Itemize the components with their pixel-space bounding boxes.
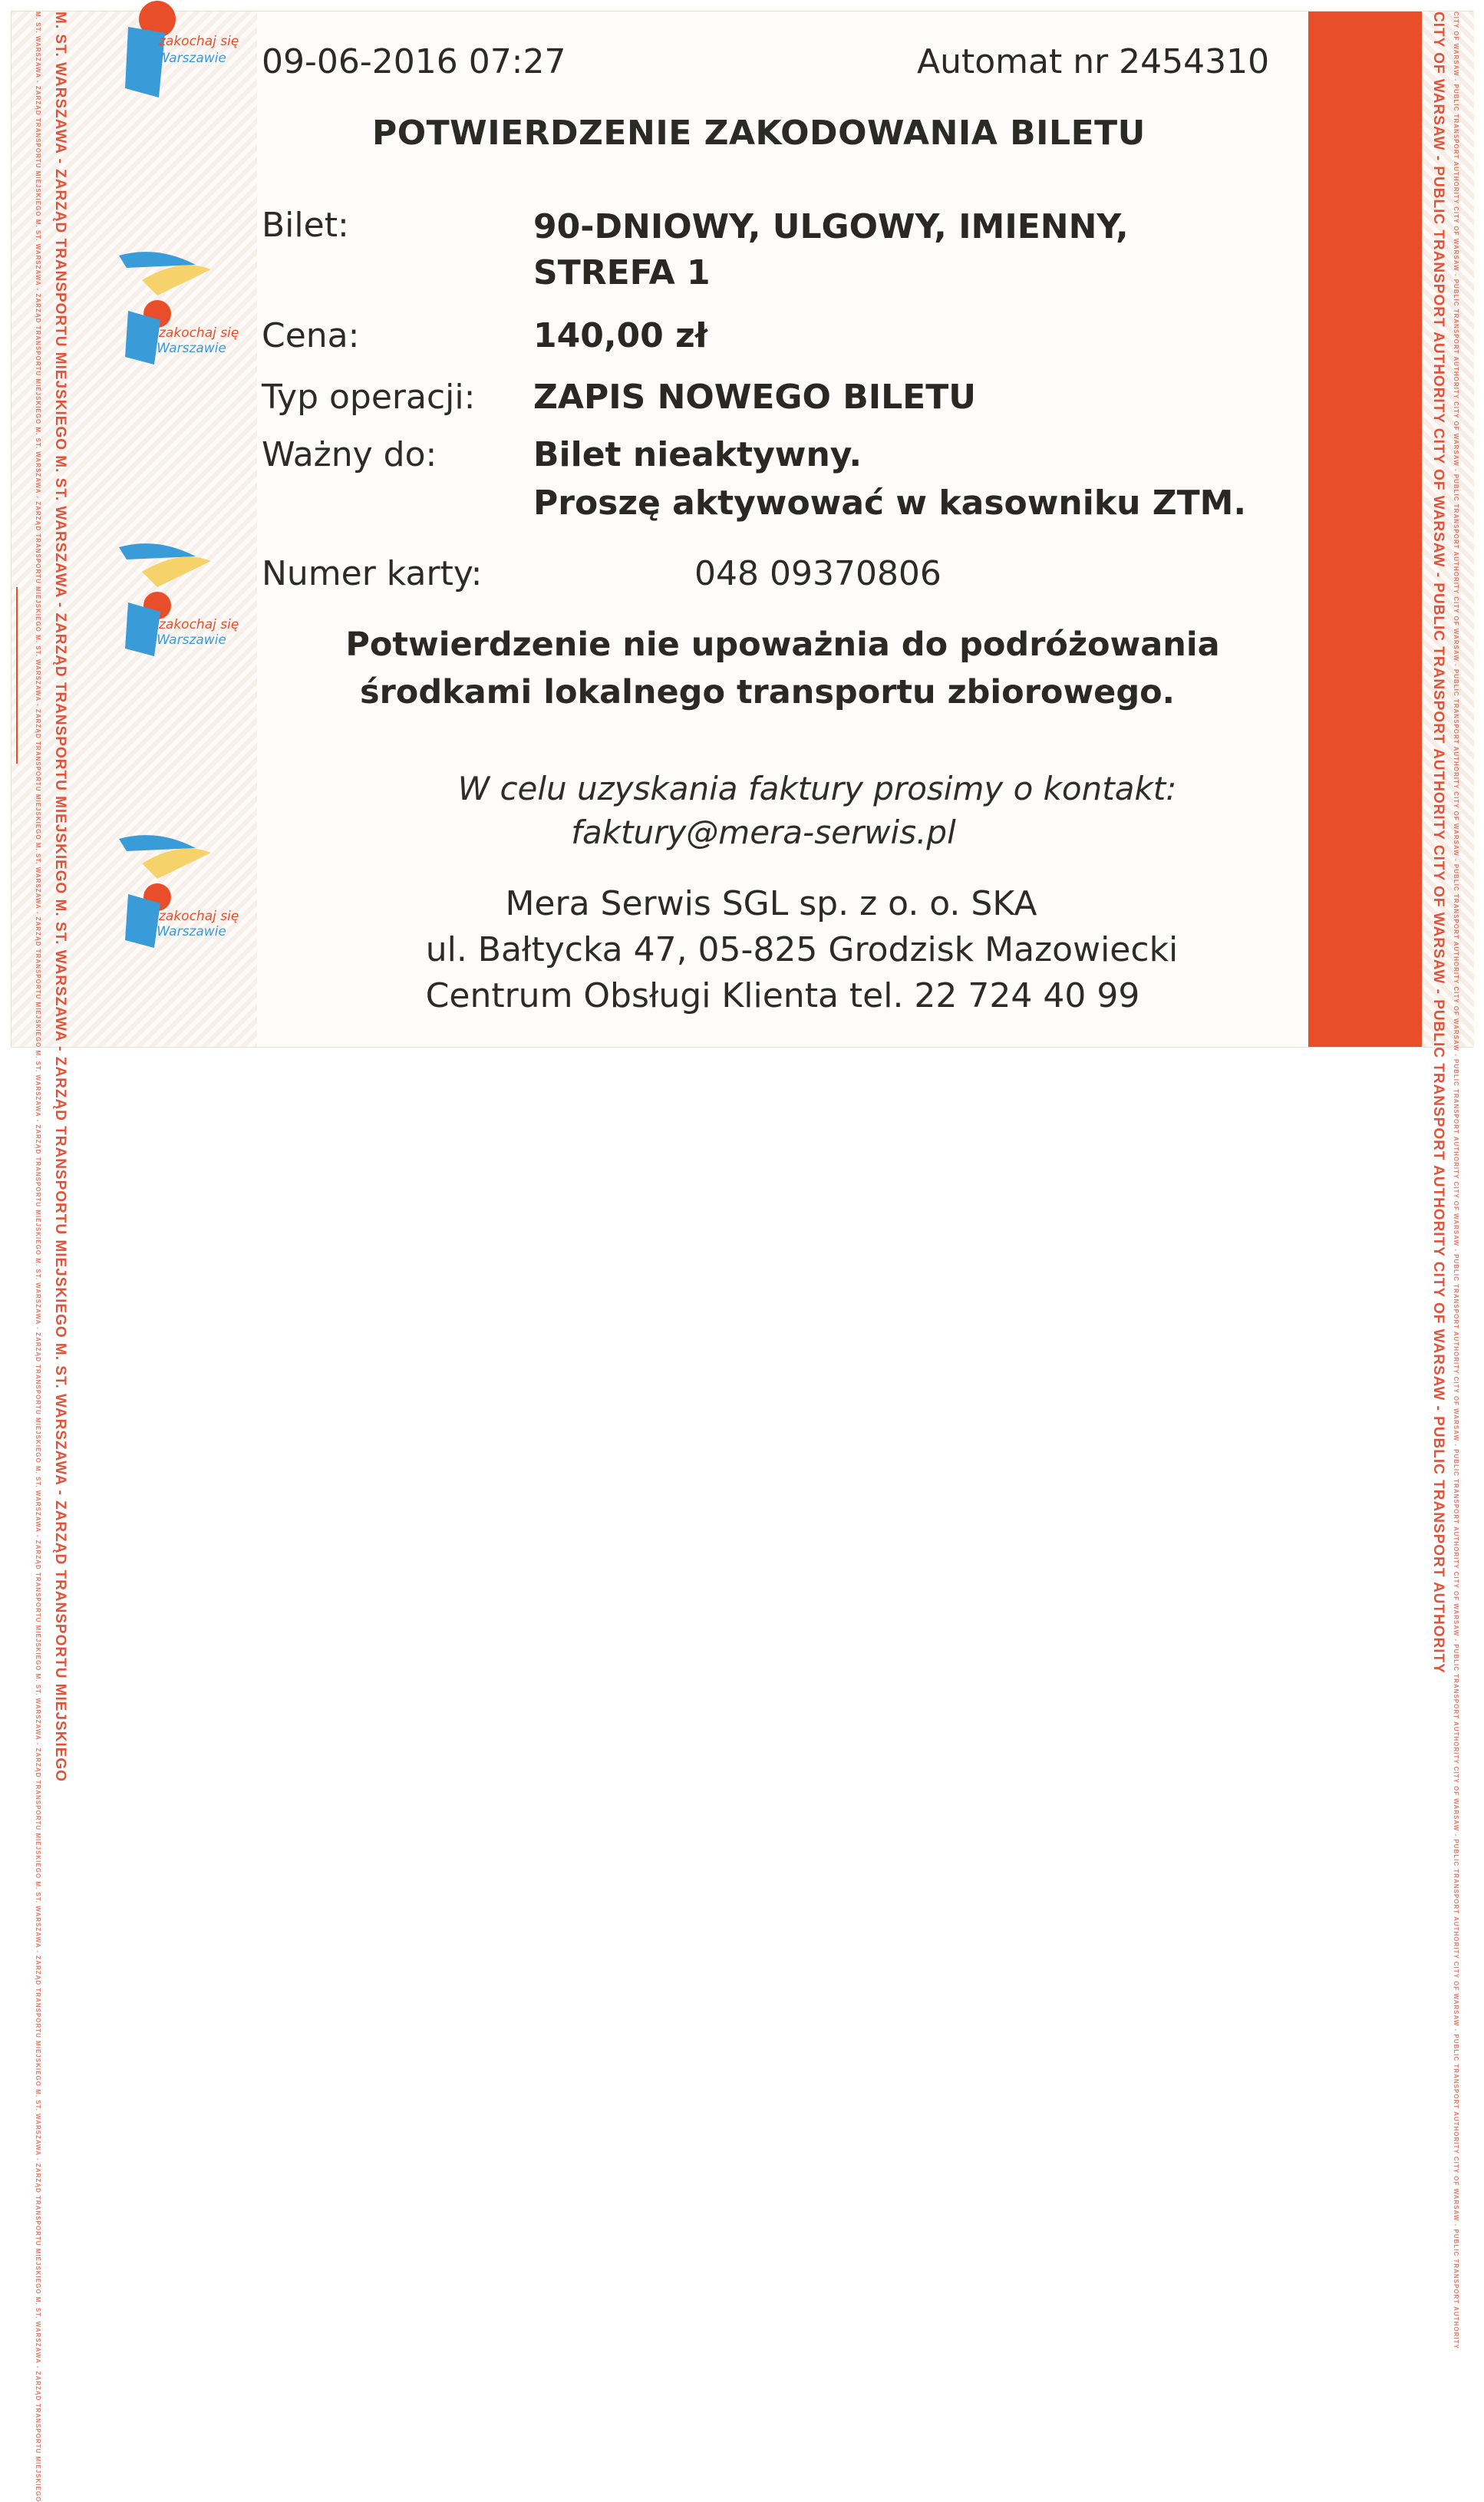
company-address: ul. Bałtycka 47, 05-825 Grodzisk Mazowiecki xyxy=(425,930,1179,969)
logo-text-1: zakochaj się xyxy=(159,325,239,341)
warsaw-logo-2 xyxy=(111,249,239,357)
receipt-title: POTWIERDZENIE ZAKODOWANIA BILETU xyxy=(372,114,1146,153)
card-number-value: 048 09370806 xyxy=(694,554,942,593)
left-strip-text: M. ST. WARSZAWA - ZARZĄD TRANSPORTU MIEJSKIEGO M. ST. WARSZAWA - ZARZĄD TRANSPORTU MIEJSKIEGO M. ST. WARSZAWA - ZARZĄD TRANSPORTU MIEJSKIEGO M. ST. WARSZAWA - ZARZĄD TRANSPORTU MIEJSKIEGO xyxy=(52,12,68,1782)
price-value: 140,00 zł xyxy=(533,316,708,355)
logo-text-1: zakochaj się xyxy=(159,34,239,49)
machine-number: Automat nr 2454310 xyxy=(917,42,1270,81)
price-label: Cena: xyxy=(262,316,360,355)
logo-text-2: w Warszawie xyxy=(142,632,226,648)
valid-until-line1: Bilet nieaktywny. xyxy=(533,435,862,474)
company-name: Mera Serwis SGL sp. z o. o. SKA xyxy=(505,884,1037,923)
right-security-strip xyxy=(1422,12,1474,2349)
card-number-label: Numer karty: xyxy=(262,554,483,593)
transaction-datetime: 09-06-2016 07:27 xyxy=(262,42,566,81)
notice-line1: Potwierdzenie nie upoważnia do podróżowania xyxy=(345,626,1220,664)
logo-text-2: w Warszawie xyxy=(142,51,226,66)
invoice-email: faktury@mera-serwis.pl xyxy=(571,814,956,851)
customer-service-phone: Centrum Obsługi Klienta tel. 22 724 40 99 xyxy=(425,976,1140,1015)
right-strip-microtext: CITY OF WARSAW - PUBLIC TRANSPORT AUTHORITY CITY OF WARSAW - PUBLIC TRANSPORT AUTHORITY CITY OF WARSAW - PUBLIC TRANSPORT AUTHORITY CITY OF WARSAW - PUBLIC TRANSPORT AUTHORITY CITY OF WARSAW - PUBLIC TRANSPORT AUTHORITY CITY OF WARSAW - PUBLIC TRANSPORT AUTHORITY CITY OF WARSAW - PUBLIC TRANSPORT AUTHORITY CITY OF WARSAW - PUBLIC TRANSPORT AUTHORITY CITY OF WARSAW - PUBLIC TRANSPORT AUTHORITY CITY OF WARSAW - PUBLIC TRANSPORT AUTHORITY CITY OF WARSAW - PUBLIC TRANSPORT AUTHORITY CITY OF WARSAW - PUBLIC TRANSPORT AUTHORITY xyxy=(1453,12,1459,2349)
invoice-info: W celu uzyskania faktury prosimy o kontakt: xyxy=(457,770,1177,807)
logo-text-1: zakochaj się xyxy=(159,909,239,924)
logo-text-1: zakochaj się xyxy=(159,617,239,632)
valid-until-line2: Proszę aktywować w kasowniku ZTM. xyxy=(533,484,1247,523)
ticket-type-line1: 90-DNIOWY, ULGOWY, IMIENNY, xyxy=(533,207,1129,246)
valid-until-label: Ważny do: xyxy=(262,435,437,474)
logo-text-2: w Warszawie xyxy=(142,924,226,939)
ticket-label: Bilet: xyxy=(262,206,349,245)
logo-text-2: w Warszawie xyxy=(142,341,226,356)
ticket-type-line2: STREFA 1 xyxy=(533,253,711,292)
operation-value: ZAPIS NOWEGO BILETU xyxy=(533,378,976,417)
ticket-receipt xyxy=(11,11,1473,2502)
operation-label: Typ operacji: xyxy=(262,378,476,417)
left-strip-microtext: M. ST. WARSZAWA - ZARZĄD TRANSPORTU MIEJSKIEGO M. ST. WARSZAWA - ZARZĄD TRANSPORTU MIEJSKIEGO M. ST. WARSZAWA - ZARZĄD TRANSPORTU MIEJSKIEGO M. ST. WARSZAWA - ZARZĄD TRANSPORTU MIEJSKIEGO M. ST. WARSZAWA - ZARZĄD TRANSPORTU MIEJSKIEGO M. ST. WARSZAWA - ZARZĄD TRANSPORTU MIEJSKIEGO M. ST. WARSZAWA - ZARZĄD TRANSPORTU MIEJSKIEGO M. ST. WARSZAWA - ZARZĄD TRANSPORTU MIEJSKIEGO M. ST. WARSZAWA - ZARZĄD TRANSPORTU MIEJSKIEGO M. ST. WARSZAWA - ZARZĄD TRANSPORTU MIEJSKIEGO M. ST. WARSZAWA - ZARZĄD TRANSPORTU MIEJSKIEGO M. ST. WARSZAWA - ZARZĄD TRANSPORTU MIEJSKIEGO xyxy=(35,12,41,2502)
right-strip-text: CITY OF WARSAW - PUBLIC TRANSPORT AUTHORITY CITY OF WARSAW - PUBLIC TRANSPORT AUTHORITY CITY OF WARSAW - PUBLIC TRANSPORT AUTHORITY CITY OF WARSAW - PUBLIC TRANSPORT AUTHORITY xyxy=(1430,12,1446,1674)
warsaw-logo-1 xyxy=(111,12,239,119)
notice-line2: środkami lokalnego transportu zbiorowego. xyxy=(360,673,1175,711)
